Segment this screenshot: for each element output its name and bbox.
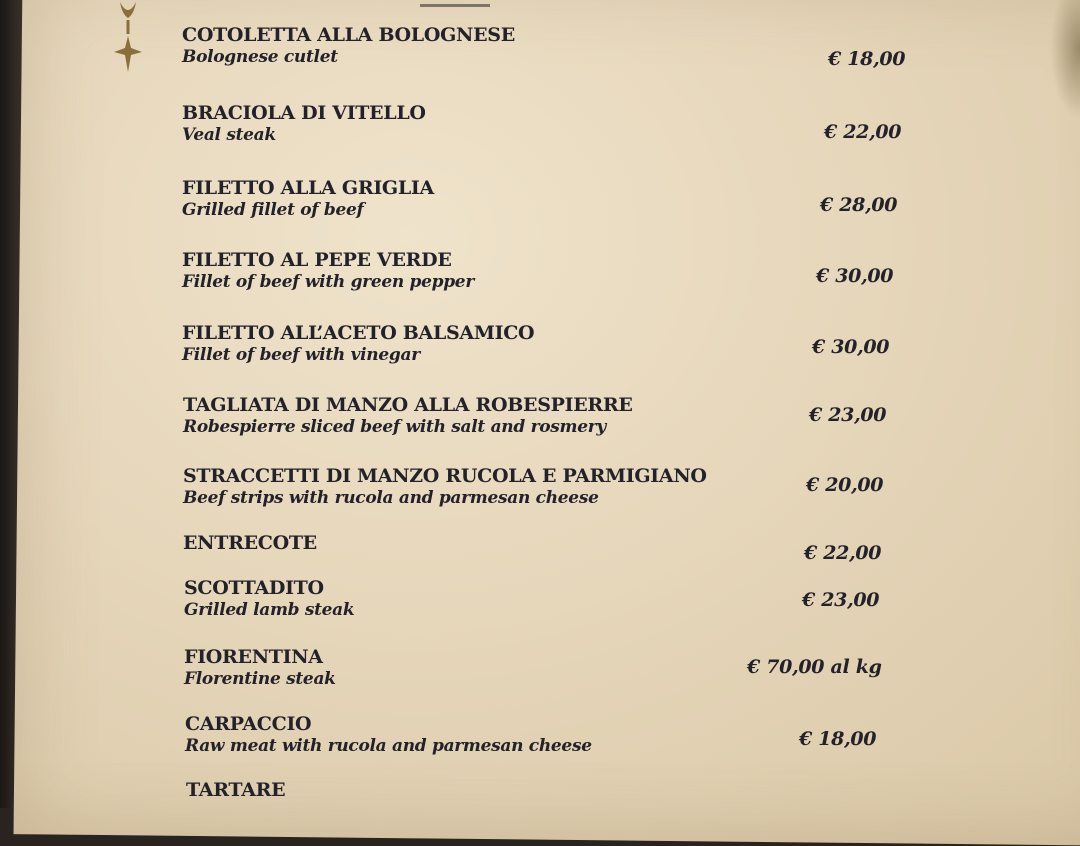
item-price: € 70,00 al kg: [747, 656, 882, 678]
item-price: € 20,00: [806, 474, 884, 496]
item-price: € 23,00: [809, 404, 887, 426]
list-item: [182, 102, 426, 145]
item-name: FILETTO ALL’ACETO BALSAMICO: [182, 322, 535, 344]
item-name: FILETTO ALLA GRIGLIA: [182, 177, 434, 199]
list-item: [182, 177, 434, 220]
item-description: Fillet of beef with green pepper: [182, 272, 474, 292]
item-description: Grilled lamb steak: [184, 600, 355, 620]
item-description: Robespierre sliced beef with salt and rosmery: [183, 417, 606, 437]
list-item: [186, 779, 285, 801]
item-price: € 30,00: [816, 265, 894, 287]
item-name: FIORENTINA: [184, 646, 323, 668]
list-item: [183, 394, 633, 437]
item-price: € 28,00: [820, 194, 898, 216]
item-price: € 30,00: [812, 336, 890, 358]
paper-shadow: [1050, 0, 1080, 120]
fleur-ornament-icon: [108, 0, 148, 80]
item-name: CARPACCIO: [185, 713, 312, 735]
item-name: COTOLETTA ALLA BOLOGNESE: [182, 24, 515, 46]
item-price: € 18,00: [799, 728, 877, 750]
item-name: BRACIOLA DI VITELLO: [182, 102, 426, 124]
item-description: Beef strips with rucola and parmesan cheese: [183, 488, 599, 508]
item-name: ENTRECOTE: [183, 532, 317, 554]
list-item: [183, 465, 707, 508]
item-name: TAGLIATA DI MANZO ALLA ROBESPIERRE: [183, 394, 633, 416]
list-item: [183, 532, 317, 554]
item-description: Raw meat with rucola and parmesan cheese: [185, 736, 592, 756]
list-item: [182, 249, 474, 292]
item-description: Bolognese cutlet: [182, 47, 338, 67]
list-item: [185, 713, 592, 756]
item-price: € 22,00: [804, 542, 882, 564]
item-name: STRACCETTI DI MANZO RUCOLA E PARMIGIANO: [183, 465, 707, 487]
item-name: TARTARE: [186, 779, 286, 801]
item-name: FILETTO AL PEPE VERDE: [182, 249, 452, 271]
item-name: SCOTTADITO: [184, 577, 324, 599]
cut-off-heading: [420, 0, 490, 7]
item-price: € 22,00: [824, 121, 902, 143]
item-description: Florentine steak: [184, 669, 336, 689]
item-description: Fillet of beef with vinegar: [182, 345, 420, 365]
item-description: Veal steak: [182, 125, 276, 145]
list-item: [182, 322, 534, 365]
list-item: [182, 24, 515, 67]
item-description: Grilled fillet of beef: [182, 200, 364, 220]
item-price: € 23,00: [802, 589, 880, 611]
item-price: € 18,00: [828, 48, 906, 70]
list-item: [184, 646, 336, 689]
list-item: [184, 577, 354, 620]
